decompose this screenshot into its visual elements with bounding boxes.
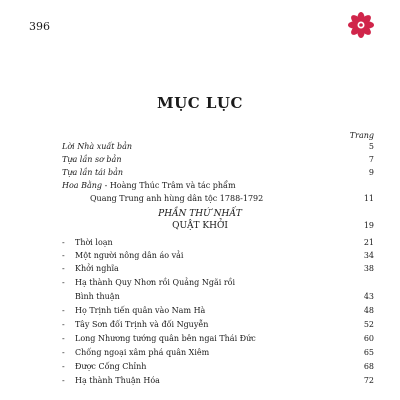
bullet-dash: - [62, 251, 65, 260]
toc-entry-page: 11 [363, 194, 374, 203]
toc-entry-title-line2: Quang Trung anh hùng dân tộc 1788-1792 [90, 194, 264, 203]
toc-entry-page: 5 [368, 142, 374, 151]
toc-item-page: 34 [363, 251, 374, 260]
part-label: PHẦN THỨ NHẤT [158, 209, 242, 219]
toc-entry-title: Tựa lần tái bản [62, 168, 124, 177]
toc-item-page: 38 [363, 264, 374, 273]
toc-item-page: 52 [363, 320, 374, 329]
bullet-dash: - [62, 376, 65, 385]
toc-item-title: Họ Trịnh tiến quân vào Nam Hà [75, 306, 206, 315]
toc-entry-page: 7 [368, 155, 374, 164]
page-title: MỤC LỤC [157, 94, 243, 112]
bullet-dash: - [62, 306, 65, 315]
toc-entry-page: 9 [368, 168, 374, 177]
toc-item-title-line2: Bình thuận [75, 292, 120, 301]
toc-item-title: Hạ thành Thuận Hóa [75, 376, 160, 385]
toc-item-title: Tây Sơn đối Trịnh và đối Nguyễn [75, 320, 209, 329]
toc-entry-author: Hoa Bằng [62, 181, 103, 190]
toc-entry-title: Tựa lần sơ bản [62, 155, 122, 164]
toc-item-page: 21 [363, 238, 374, 247]
page-number: 396 [29, 20, 50, 33]
part-name: QUẬT KHỞI [172, 221, 228, 231]
bullet-dash: - [62, 348, 65, 357]
toc-item-title: Thời loạn [75, 238, 113, 247]
toc-item-title: Hạ thành Quy Nhơn rồi Quảng Ngãi rồi [75, 278, 236, 287]
bullet-dash: - [62, 278, 65, 287]
bullet-dash: - [62, 238, 65, 247]
toc-entry-title: Lời Nhà xuất bản [62, 142, 133, 151]
toc-item-title: Chống ngoại xâm phá quân Xiêm [75, 348, 210, 357]
bullet-dash: - [62, 320, 65, 329]
toc-entry-page: 19 [363, 221, 374, 230]
toc-item-page: 65 [363, 348, 374, 357]
bullet-dash: - [62, 334, 65, 343]
toc-item-title: Được Cống Chỉnh [75, 362, 147, 371]
toc-entry-title [62, 181, 340, 191]
toc-item-title: Một người nông dân áo vải [75, 251, 184, 260]
toc-item-title: Long Nhương tướng quân bên ngai Thái Đức [75, 334, 256, 343]
toc-item-page: 68 [363, 362, 374, 371]
bullet-dash: - [62, 264, 65, 273]
toc-entry-title-rest: - Hoàng Thúc Trâm và tác phẩm [102, 181, 236, 190]
toc-item-page: 72 [363, 376, 374, 385]
flower-ornament-icon [347, 11, 375, 39]
bullet-dash: - [62, 362, 65, 371]
page-column-header: Trang [349, 131, 374, 140]
toc-item-page: 43 [363, 292, 374, 301]
toc-item-title: Khởi nghĩa [75, 264, 119, 273]
toc-item-page: 60 [363, 334, 374, 343]
toc-item-page: 48 [363, 306, 374, 315]
